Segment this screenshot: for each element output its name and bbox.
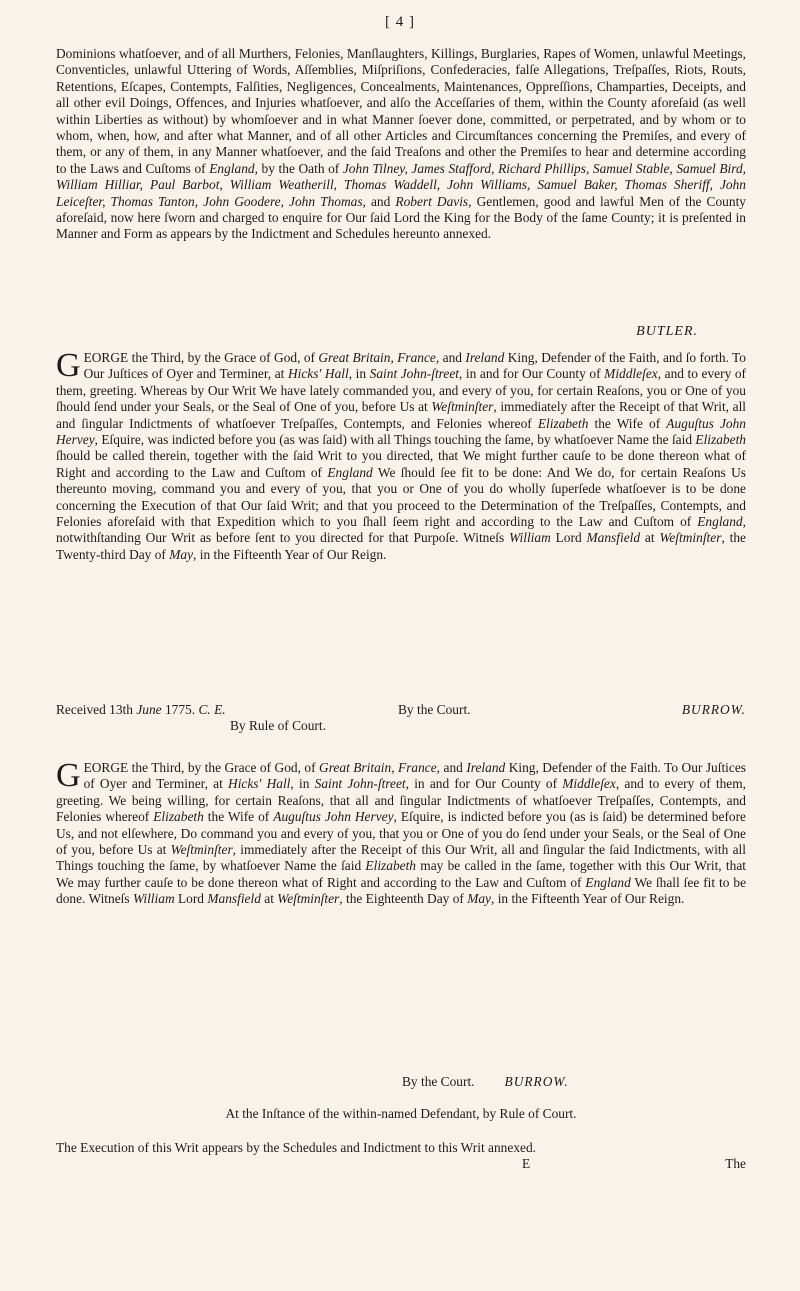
- place-name: Hicks' Hall: [228, 776, 291, 792]
- realm-names: Great Britain, France,: [319, 760, 441, 775]
- text-run: , Gentlemen, good and lawful Men of the County aforeſaid, now here ſworn and charged to enquire for Our ſaid Lord the King for the Body of the ſame County; it is preſented in Manner and Form as appears by the Indictment and Schedules hereunto annexed.: [56, 193, 746, 242]
- catchword: The: [725, 1156, 746, 1171]
- place-name: England: [697, 514, 743, 530]
- realm-names: Great Britain, France,: [318, 350, 440, 365]
- person-name: Elizabeth: [365, 858, 417, 874]
- page-number: [ 4 ]: [385, 14, 415, 30]
- execution-line: [56, 1140, 746, 1171]
- place-name: England: [327, 464, 373, 480]
- person-name: Auguſtus John Hervey: [273, 809, 394, 825]
- by-the-court: By the Court.: [402, 1074, 475, 1089]
- drop-cap: G: [56, 347, 81, 384]
- person-name: Mansfield: [586, 530, 641, 546]
- place-name: Weſtminſter: [277, 891, 340, 907]
- person-name: Elizabeth: [153, 809, 204, 825]
- place-name: Middleſex: [604, 366, 658, 382]
- writ-paragraph-2: GEORGE the Third, by the Grace of God, of Great Britain, France, and Ireland King, Defender of the Faith. To Our Juſtices of Oyer and Terminer, at Hicks' Hall, in Saint John-ſtreet, in and for Our County of Middleſex, and to every of them, greeting. We being willing, for certain Reaſons, that all and ſingular Indictments of whatſoever Treſpaſſes, Contempts, and Felonies whereof Elizabeth the Wife of Auguſtus John Hervey, Eſquire, is indicted before you (as is ſaid) be determined before Us, and not elſewhere, Do command you and every of you, that you or One of you do ſend under your Seals, or the Seal of One of you, before Us at Weſtminſter, immediately after the Receipt of this Our Writ, all and ſingular the ſaid Indictments, with all Things touching the ſame, by whatſoever Name the ſaid Elizabeth may be called in the ſame, together with this Our Writ, that We may further cauſe to be done thereon what of Right and according to the Law and Cuſtom of England We ſhall ſee fit to be done. Witneſs William Lord Mansfield at Weſtminſter, the Eighteenth Day of May, in the Fifteenth Year of Our Reign.: [56, 757, 747, 907]
- person-name: William: [509, 530, 551, 546]
- signature-mark: E: [522, 1156, 531, 1171]
- place-name: England: [585, 874, 631, 890]
- juror-name: Robert Davis: [395, 193, 469, 209]
- signature-burrow: BURROW.: [681, 702, 746, 717]
- commission-paragraph: [56, 46, 746, 243]
- realm-name: Ireland: [466, 760, 506, 775]
- place-name: Saint John-ſtreet: [314, 776, 406, 792]
- realm-name: Ireland: [465, 350, 505, 365]
- person-name: Auguſtus John Hervey: [56, 415, 746, 448]
- drop-cap: G: [56, 757, 81, 794]
- execution-text: The Execution of this Writ appears by the Schedules and Indictment to this Writ annexed.: [56, 1140, 536, 1155]
- closing-court-line: [402, 1074, 569, 1090]
- text-run: and: [365, 193, 396, 209]
- person-name: William: [132, 891, 175, 907]
- opening-word: EORGE: [83, 350, 129, 365]
- place-name: England: [209, 160, 255, 176]
- received-note: Received 13th June 1775. C. E.: [56, 702, 226, 717]
- person-name: Mansfield: [207, 891, 261, 907]
- rule-of-court: By Rule of Court.: [230, 718, 326, 733]
- signature-butler: BUTLER.: [636, 324, 698, 339]
- place-name: Saint John-ſtreet: [369, 366, 459, 382]
- person-name: Elizabeth: [537, 415, 589, 431]
- person-name: Elizabeth: [695, 432, 746, 448]
- month-name: May: [467, 891, 491, 907]
- signature-burrow: BURROW.: [504, 1074, 569, 1089]
- month-name: May: [169, 546, 194, 562]
- opening-word: EORGE: [83, 760, 129, 775]
- place-name: Hicks' Hall: [287, 366, 349, 382]
- text-run: Dominions whatſoever, and of all Murthers, Felonies, Manſlaughters, Killings, Burglaries, Rapes of Women, unlawful Meetings, Conventicles, unlawful Uttering of Words, Aſſemblies, Miſpriſions, Confederacies, falſe Allegations, Treſpaſſes, Riots, Routs, Retentions, Eſcapes, Contempts, Falſities, Negligences, Concealments, Maintenances, Oppreſſions, Champarties, Deceipts, and all other evil Doings, Offences, and Injuries whatſoever, and alſo the Acceſſaries of them, within the County aforeſaid (as well within Liberties as without) by whomſoever and in what Manner ſoever done, committed, or perpetrated, and by whom or to whom, when, how, and after what Manner, and of all other Articles and Circumſtances concerning the Premiſes, and every of them, or any of them, in any Manner whatſoever, and the ſaid Treaſons and other the Premiſes to hear and determine according to the Laws and Cuſtoms of: [56, 46, 746, 176]
- place-name: Weſtminſter: [170, 842, 233, 858]
- place-name: Middleſex: [562, 776, 616, 792]
- juror-names: John Tilney, James Stafford, Richard Phillips, Samuel Stable, Samuel Bird, William Hilliar, Paul Barbot, William Weatherill, Thomas Waddell, John Williams, Samuel Baker, Thomas Sheriff, John Leiceſter, Thomas Tanton, John Goodere, John Thomas,: [56, 160, 746, 209]
- place-name: Weſtminſter: [659, 530, 722, 546]
- by-the-court: By the Court.: [398, 702, 471, 717]
- place-name: Weſtminſter: [431, 399, 494, 415]
- writ-paragraph-1: GEORGE the Third, by the Grace of God, of Great Britain, France, and Ireland King, Defender of the Faith, and ſo forth. To Our Juſtices of Oyer and Terminer, at Hicks' Hall, in Saint John-ſtreet, in and for Our County of Middleſex, and to every of them, greeting. Whereas by Our Writ We have lately commanded you, and every of you, for certain Reaſons, you or One of you ſhould ſend under your Seals, or the Seal of One of you, before Us at Weſtminſter, immediately after the Receipt of that Writ, all and ſingular Indictments of whatſoever Treſpaſſes, Contempts, and Felonies whereof Elizabeth the Wife of Auguſtus John Hervey, Eſquire, was indicted before you (as was ſaid) with all Things touching the ſame, by whatſoever Name the ſaid Elizabeth ſhould be called therein, together with the ſaid Writ to you directed, that We might further cauſe to be done thereon what of Right and according to the Law and Cuſtom of England We ſhould ſee fit to be done: And We do, for certain Reaſons Us thereunto moving, command you and every of you, that you or One of you do wholly ſuperſede whatſoever is to be done concerning the Execution of that Our ſaid Writ; and that you proceed to the Determination of the Treſpaſſes, Contempts, and Felonies aforeſaid with that Expedition which to you ſhall ſeem right and according to the Law and Cuſtom of England, notwithſtanding Our Writ as before ſent to you directed for that Purpoſe. Witneſs William Lord Mansfield at Weſtminſter, the Twenty-third Day of May, in the Fifteenth Year of Our Reign.: [56, 347, 747, 562]
- instance-line: At the Inſtance of the within-named Defendant, by Rule of Court.: [225, 1106, 577, 1121]
- text-run: , by the Oath of: [254, 160, 343, 176]
